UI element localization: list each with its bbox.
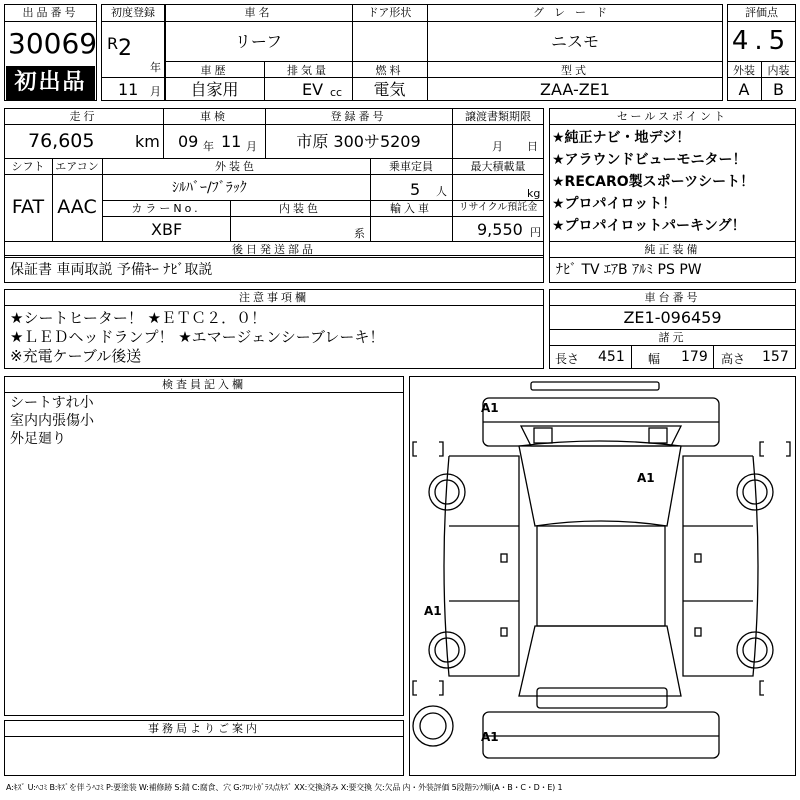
exterior-color-label: 外装色 — [215, 160, 257, 173]
transfer-month-unit: 月 — [492, 140, 503, 153]
shift: FAT — [11, 196, 45, 218]
transfer-day-unit: 日 — [527, 140, 538, 153]
inspector-label: 検査員記入欄 — [162, 378, 246, 391]
fuel: 電気 — [373, 80, 406, 99]
aircon-label: エアコン — [55, 160, 99, 173]
displacement-label: 排気量 — [287, 64, 329, 77]
registration-year: 2 — [118, 36, 132, 61]
score: 4.5 — [731, 26, 792, 56]
legend: A:ｷｽﾞ U:ﾍｺﾐ B:ｷｽﾞを伴うﾍｺﾐ P:要塗装 W:補修跡 S:錆 C:腐食、穴 G:ﾌﾛﾝﾄｶﾞﾗｽ点ｷｽﾞ XX:交換済み X:要交換 欠:欠品 内・外装評価 5段階ﾗﾝｸ順(A・B・C・D・E) 1 — [6, 783, 563, 792]
damage-mark: A1 — [424, 604, 442, 618]
exterior-grade-label: 外装 — [733, 64, 755, 77]
displacement-unit: cc — [330, 86, 343, 99]
door-label: ドア形状 — [367, 6, 412, 19]
displacement: EV — [302, 80, 324, 99]
registration-year-unit: 年 — [150, 61, 161, 74]
recycle-label: リサイクル預託金 — [458, 202, 538, 213]
recycle: 9,550 — [477, 220, 523, 239]
damage-mark: A1 — [481, 401, 499, 415]
lot-number-label: 出品番号 — [22, 6, 79, 19]
length: 451 — [598, 349, 625, 365]
later-parts: 保証書 車両取説 予備ｷｰ ﾅﾋﾞ取説 — [10, 262, 213, 278]
inspector-line: 室内内張傷小 — [10, 413, 94, 429]
fuel-label: 燃料 — [375, 64, 404, 77]
mileage: 76,605 — [28, 130, 95, 152]
mileage-unit: km — [135, 132, 160, 151]
height: 157 — [762, 349, 789, 365]
chassis-number: ZE1-096459 — [623, 308, 722, 327]
length-label: 長さ — [555, 352, 580, 366]
shift-label: シフト — [11, 160, 45, 173]
note-line: ★シートヒーター！ ★ＥＴＣ２．０！ — [10, 309, 267, 327]
model: ZAA-ZE1 — [540, 80, 610, 99]
inspector-line: 外足廻り — [10, 431, 66, 447]
note-line: ※充電ケーブル後送 — [10, 347, 142, 365]
plate: 市原 300サ5209 — [296, 132, 421, 151]
genuine-equipment-label: 純正装備 — [644, 243, 701, 256]
interior-color-unit: 系 — [354, 227, 365, 240]
notes-label: 注意事項欄 — [239, 291, 309, 304]
score-label: 評価点 — [745, 6, 778, 19]
damage-mark: A1 — [637, 471, 655, 485]
width: 179 — [681, 349, 708, 365]
sales-point-item: ★アラウンドビューモニター！ — [552, 152, 747, 168]
office-label: 事務局よりご案内 — [148, 722, 260, 735]
interior-color-label: 内装色 — [279, 202, 321, 215]
registration-era: R — [107, 34, 119, 53]
interior-grade: B — [773, 80, 784, 99]
exterior-color: ｼﾙﾊﾞｰ/ﾌﾞﾗｯｸ — [172, 180, 247, 196]
interior-grade-label: 内装 — [767, 64, 790, 77]
transfer-label: 譲渡書類期限 — [465, 110, 531, 123]
plate-label: 登録番号 — [330, 110, 387, 123]
grade: ニスモ — [550, 32, 599, 51]
grade-label: グレード — [533, 6, 617, 19]
aircon: AAC — [57, 196, 97, 218]
inspection-year: 09 — [178, 132, 199, 151]
sales-point-item: ★プロパイロット！ — [552, 196, 677, 212]
height-label: 高さ — [721, 352, 746, 366]
car-name-label: 車名 — [244, 6, 273, 19]
first-listing-badge: 初出品 — [6, 66, 95, 100]
damage-mark: A1 — [481, 730, 499, 744]
chassis-label: 車台番号 — [644, 291, 701, 304]
registration-month-unit: 月 — [150, 85, 161, 98]
history-label: 車歴 — [200, 64, 229, 77]
inspector-line: シートすれ小 — [10, 395, 94, 411]
lot-number: 30069 — [8, 27, 98, 60]
note-line: ★ＬＥＤヘッドランプ！ ★エマージェンシーブレーキ！ — [10, 328, 385, 346]
recycle-unit: 円 — [530, 226, 541, 239]
sales-point-item: ★プロパイロットパーキング！ — [552, 218, 746, 234]
registration-month: 11 — [118, 80, 139, 99]
car-name: リーフ — [234, 32, 283, 51]
max-load-label: 最大積載量 — [470, 160, 526, 173]
inspection-month-unit: 月 — [246, 140, 257, 153]
mileage-label: 走行 — [69, 110, 98, 123]
capacity: 5 — [410, 180, 421, 199]
import-label: 輸入車 — [390, 202, 432, 215]
color-no: XBF — [151, 220, 183, 239]
inspection-year-unit: 年 — [203, 140, 214, 153]
later-parts-label: 後日発送部品 — [232, 243, 316, 256]
car-outline-diagram — [409, 376, 796, 776]
capacity-label: 乗車定員 — [389, 160, 433, 173]
dimensions-label: 諸元 — [658, 331, 687, 344]
color-no-label: カラーNo. — [131, 202, 201, 215]
capacity-unit: 人 — [436, 185, 447, 198]
sales-point-item: ★RECARO製スポーツシート！ — [552, 174, 755, 190]
inspection-label: 車検 — [200, 110, 228, 123]
inspection-month: 11 — [221, 132, 242, 151]
genuine-equipment: ﾅﾋﾞ TV ｴｱB ｱﾙﾐ PS PW — [556, 262, 702, 278]
registration-label: 初度登録 — [111, 6, 155, 19]
sales-points-label: セールスポイント — [616, 110, 728, 123]
history: 自家用 — [190, 80, 239, 99]
max-load-unit: kg — [527, 187, 541, 200]
exterior-grade: A — [738, 80, 750, 99]
model-label: 型式 — [561, 64, 589, 77]
sales-point-item: ★純正ナビ・地デジ！ — [552, 130, 691, 146]
width-label: 幅 — [648, 352, 661, 366]
